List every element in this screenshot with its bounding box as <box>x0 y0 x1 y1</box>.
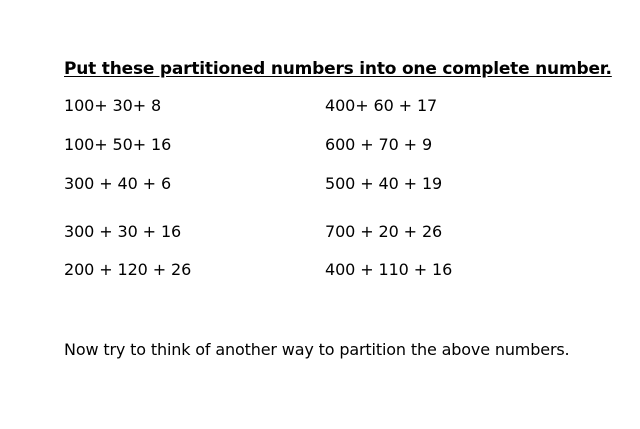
problem-right-2: 600 + 70 + 9 <box>325 135 433 154</box>
follow-up-instruction: Now try to think of another way to partition the above numbers. <box>64 340 570 359</box>
problem-left-3: 300 + 40 + 6 <box>64 174 172 193</box>
problem-left-4: 300 + 30 + 16 <box>64 222 182 241</box>
problem-left-1: 100+ 30+ 8 <box>64 96 162 115</box>
problem-right-3: 500 + 40 + 19 <box>325 174 443 193</box>
problem-right-1: 400+ 60 + 17 <box>325 96 438 115</box>
worksheet-heading: Put these partitioned numbers into one complete number. <box>64 59 612 79</box>
problem-right-5: 400 + 110 + 16 <box>325 260 453 279</box>
problem-right-4: 700 + 20 + 26 <box>325 222 443 241</box>
problem-left-2: 100+ 50+ 16 <box>64 135 172 154</box>
problem-left-5: 200 + 120 + 26 <box>64 260 192 279</box>
